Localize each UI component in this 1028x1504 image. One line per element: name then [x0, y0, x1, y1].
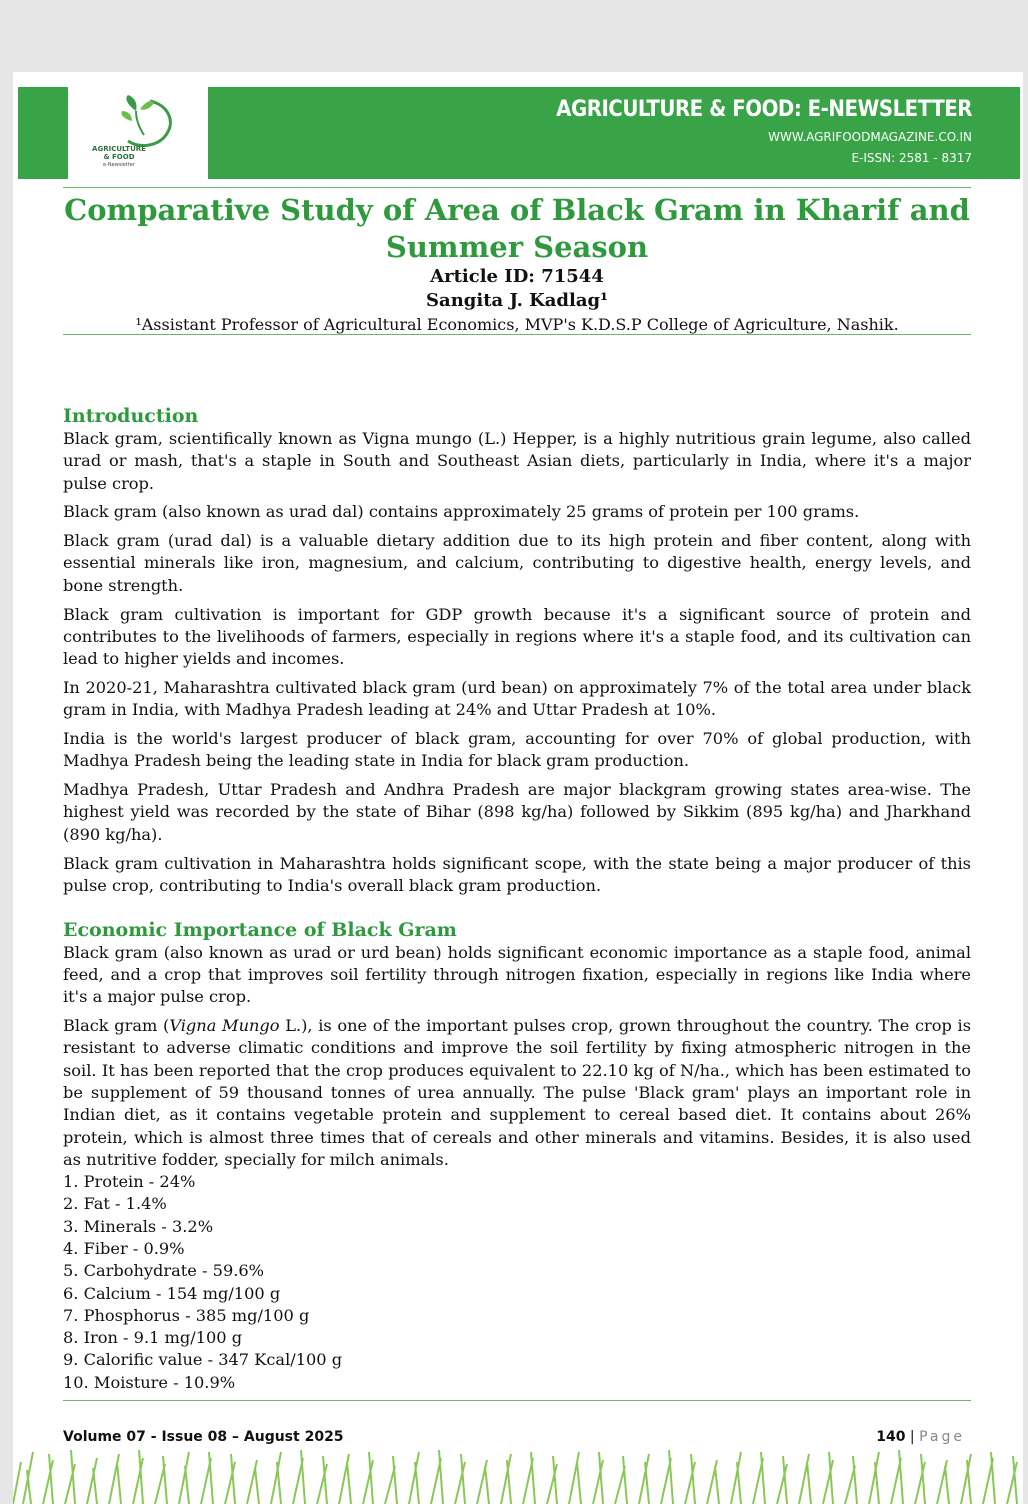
issn-text: E-ISSN: 2581 - 8317: [851, 151, 972, 165]
intro-paragraph: Black gram cultivation in Maharashtra holds significant scope, with the state being a major producer of this pulse crop, contributing to India's overall black gram production.: [63, 853, 971, 895]
footer-page: [876, 1429, 965, 1445]
intro-paragraph: India is the world's largest producer of black gram, accounting for over 70% of global production, with Madhya Pradesh being the leading state in India for black gram production.: [63, 729, 971, 771]
author-name: Sangita J. Kadlag¹: [426, 290, 608, 311]
list-item: 6. Calcium - 154 mg/100 g: [63, 1283, 281, 1303]
economic-paragraph: [63, 1015, 971, 1171]
intro-paragraph: Black gram (also known as urad dal) contains approximately 25 grams of protein per 100 grams.: [63, 502, 860, 522]
introduction-heading: Introduction: [63, 405, 199, 427]
list-item: 1. Protein - 24%: [63, 1172, 196, 1192]
page-label: Page: [919, 1429, 965, 1445]
intro-paragraph: Black gram (urad dal) is a valuable dietary addition due to its high protein and fiber content, along with essential minerals like iron, magnesium, and calcium, contributing to digestive health, energy levels, and bone strength.: [63, 531, 971, 595]
nutrient-list: [63, 1171, 971, 1394]
footer-volume: Volume 07 - Issue 08 – August 2025: [63, 1429, 344, 1445]
logo-line1: AGRICULTURE: [92, 145, 146, 153]
intro-paragraph: In 2020-21, Maharashtra cultivated black gram (urd bean) on approximately 7% of the total area under black gram in India, with Madhya Pradesh leading at 24% and Uttar Pradesh at 10%.: [63, 677, 971, 720]
economic-paragraph: Black gram (also known as urad or urd bean) holds significant economic importance as a staple food, animal feed, and a crop that improves soil fertility through nitrogen fixation, especially in regions like India where it's a major pulse crop.: [63, 942, 971, 1007]
list-item: 8. Iron - 9.1 mg/100 g: [63, 1328, 243, 1348]
logo-text: [74, 145, 164, 169]
leaf-logo-icon: [88, 91, 188, 151]
page-separator: |: [905, 1429, 920, 1445]
list-item: 10. Moisture - 10.9%: [63, 1372, 236, 1392]
list-item: 4. Fiber - 0.9%: [63, 1239, 185, 1258]
intro-paragraph: Madhya Pradesh, Uttar Pradesh and Andhra Pradesh are major blackgram growing states area-wise. The highest yield was recorded by the state of Bihar (898 kg/ha) followed by Sikkim (895 kg/ha) and Jharkhand (890 kg/ha).: [63, 780, 971, 844]
header-banner: [18, 87, 1020, 179]
economic-heading: Economic Importance of Black Gram: [63, 918, 457, 941]
list-item: 2. Fat - 1.4%: [63, 1194, 167, 1214]
article-id: Article ID: 71544: [430, 266, 604, 287]
newsletter-title: AGRICULTURE & FOOD: E-NEWSLETTER: [556, 97, 972, 122]
list-item: 3. Minerals - 3.2%: [63, 1216, 214, 1236]
list-item: 7. Phosphorus - 385 mg/100 g: [63, 1305, 310, 1325]
intro-paragraph: Black gram, scientifically known as Vigna mungo (L.) Hepper, is a highly nutritious grain legume, also called urad or mash, that's a staple in South and Southeast Asian diets, particularly in India, where it's a major pulse crop.: [63, 429, 971, 493]
logo-line3: e-Newsletter: [103, 162, 135, 168]
footer-divider: [63, 1400, 971, 1401]
article-body: [63, 404, 971, 1394]
page-sheet: [13, 72, 1023, 1504]
species-name: Vigna Mungo: [169, 1016, 280, 1036]
logo-line2: & FOOD: [103, 153, 135, 161]
page-number: 140: [876, 1429, 906, 1445]
article-title: Comparative Study of Area of Black Gram in Kharif and Summer Season: [64, 193, 970, 264]
intro-paragraph: Black gram cultivation is important for GDP growth because it's a significant source of protein and contributes to the livelihoods of farmers, especially in regions where it's a staple food, and its cultivation can lead to higher yields and incomes.: [63, 604, 971, 669]
para-text: Black gram (: [63, 1016, 170, 1036]
author-affiliation: ¹Assistant Professor of Agricultural Economics, MVP's K.D.S.P College of Agriculture, Nashik.: [135, 315, 899, 334]
website-link[interactable]: WWW.AGRIFOODMAGAZINE.CO.IN: [768, 130, 972, 144]
title-divider: [63, 334, 971, 335]
para-text: L.), is one of the important pulses crop, grown throughout the country. The crop is resistant to adverse climatic conditions and improve the soil fertility by fixing atmospheric nitrogen in the soil. It has been reported that the crop produces equivalent to 22.10 kg of N/ha., which has been estimated to be supplement of 59 thousand tonnes of urea annually. The pulse 'Black gram' plays an important role in Indian diet, as it contains vegetable protein and supplement to cereal based diet. It contains about 26% protein, which is almost three times that of cereals and other minerals and vitamins. Besides, it is also used as nutritive fodder, specially for milch animals.: [63, 1016, 972, 1169]
list-item: 5. Carbohydrate - 59.6%: [63, 1261, 265, 1281]
list-item: 9. Calorific value - 347 Kcal/100 g: [63, 1350, 343, 1370]
logo: [68, 87, 208, 179]
header-divider: [63, 187, 971, 188]
